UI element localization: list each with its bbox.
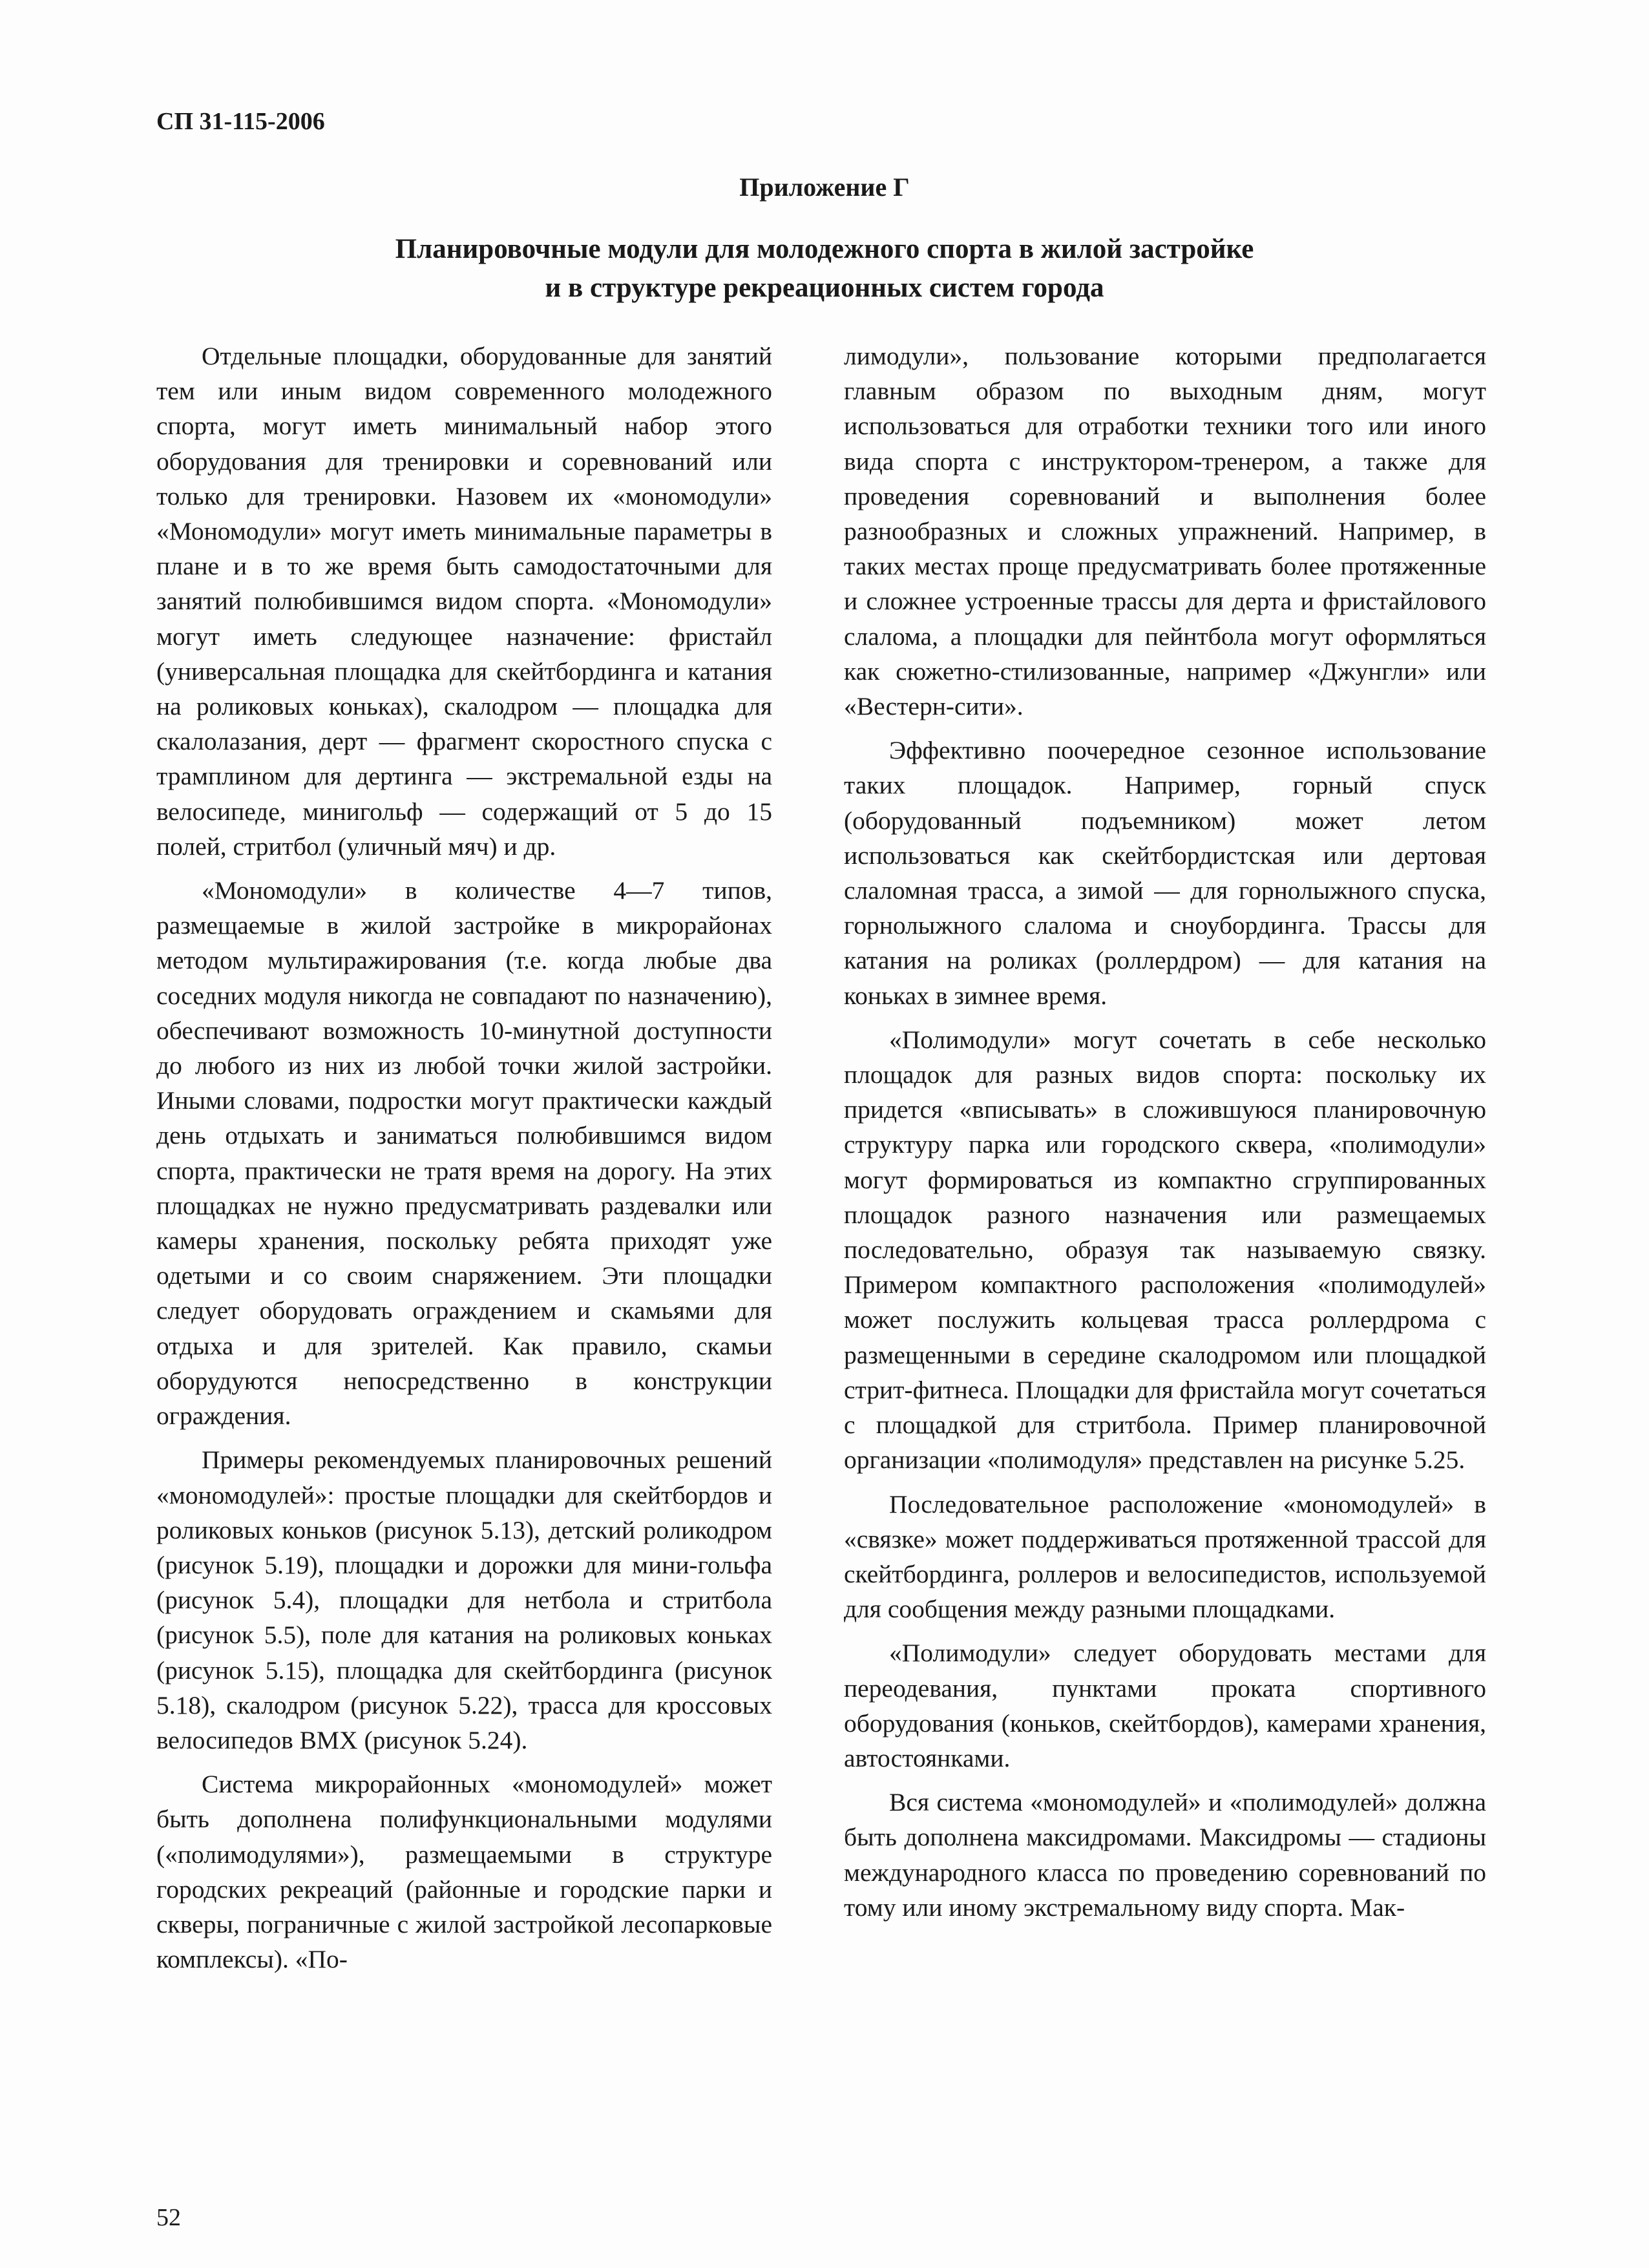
paragraph-continuation: лимодули», пользование которыми предполагается главным образом по выходным дням, могут использоваться для отработки техники того или иного вида спорта с инструктором-тренером, а также для проведения соревнований и выполнения более разнообразных и сложных упражнений. Например, в таких местах проще предусматривать более протяженные и сложнее устроенные трассы для дерта и фристайлового слалома, а площадки для пейнтбола могут оформляться как сюжетно-стилизованные, например «Джунгли» или «Вестерн-сити». (844, 342, 1486, 721)
appendix-title-line-2: и в структуре рекреационных систем города (545, 273, 1104, 303)
paragraph: Эффективно поочередное сезонное использование таких площадок. Например, горный спуск (оборудованный подъемником) может летом использоваться как скейтбордистская или дертовая слаломная трасса, а зимой — для горнолыжного спуска, горнолыжного слалома и сноубординга. Трассы для катания на роликах (роллердром) — для катания на коньках в зимнее время. (844, 736, 1486, 1010)
document-code: СП 31-115-2006 (156, 108, 325, 135)
paragraph: Система микрорайонных «мономодулей» может быть дополнена полифункциональными модулями («полимодулями»), размещаемыми в структуре городских рекреаций (районные и городские парки и скверы, пограничные с жилой застройкой лесопарковые комплексы). «По- (156, 1770, 772, 1974)
appendix-label: Приложение Г (739, 173, 910, 202)
paragraph: «Мономодули» в количестве 4—7 типов, размещаемые в жилой застройке в микрорайонах методом мультиражирования (т.е. когда любые два соседних модуля никогда не совпадают по назначению), обеспечивают возможность 10-минутной доступности до любого из них из любой точки жилой застройки. Иными словами, подростки могут практически каждый день отдыхать и заниматься полюбившимся видом спорта, практически не тратя время на дорогу. На этих площадках не нужно предусматривать раздевалки или камеры хранения, поскольку ребята приходят уже одетыми и со своим снаряжением. Эти площадки следует оборудовать ограждением и скамьями для отдыха и для зрителей. Как правило, скамьи оборудуются непосредственно в конструкции ограждения. (156, 876, 772, 1431)
paragraph: Отдельные площадки, оборудованные для занятий тем или иным видом современного молодежного спорта, могут иметь минимальный набор этого оборудования для тренировки и соревнований или только для тренировки. Назовем их «мономодули» «Мономодули» могут иметь минимальные параметры в плане и в то же время быть самодостаточными для занятий полюбившимся видом спорта. «Мономодули» могут иметь следующее назначение: фристайл (универсальная площадка для скейтбординга и катания на роликовых коньках), скалодром — площадка для скалолазания, дерт — фрагмент скоростного спуска с трамплином для дертинга — экстремальной езды на велосипеде, минигольф — содержащий от 5 до 15 полей, стритбол (уличный мяч) и др. (156, 342, 772, 861)
right-text-column (844, 339, 1486, 1925)
appendix-title (233, 230, 1416, 308)
paragraph: «Полимодули» могут сочетать в себе несколько площадок для разных видов спорта: поскольку их придется «вписывать» в сложившуюся планировочную структуру парка или городского сквера, «полимодули» могут формироваться из компактно сгруппированных площадок разного назначения или размещаемых последовательно, образуя так называемую связку. Примером компактного расположения «полимодулей» может послужить кольцевая трасса роллердрома с размещенными в середине скалодромом или площадкой стрит-фитнеса. Площадки для фристайла могут сочетаться с площадкой для стритбола. Пример планировочной организации «полимодуля» представлен на рисунке 5.25. (844, 1025, 1486, 1475)
page-number: 52 (156, 2204, 181, 2231)
paragraph: «Полимодули» следует оборудовать местами для переодевания, пунктами проката спортивного оборудования (коньков, скейтбордов), камерами хранения, автостоянками. (844, 1639, 1486, 1772)
appendix-title-line-1: Планировочные модули для молодежного спорта в жилой застройке (395, 234, 1254, 264)
paragraph: Вся система «мономодулей» и «полимодулей» должна быть дополнена максидромами. Максидромы — стадионы международного класса по проведению соревнований по тому или иному экстремальному виду спорта. Мак- (844, 1788, 1486, 1922)
left-text-column (156, 339, 772, 1977)
paragraph: Примеры рекомендуемых планировочных решений «мономодулей»: простые площадки для скейтбордов и роликовых коньков (рисунок 5.13), детский роликодром (рисунок 5.19), площадки и дорожки для мини-гольфа (рисунок 5.4), площадки для нетбола и стритбола (рисунок 5.5), поле для катания на роликовых коньках (рисунок 5.15), площадка для скейтбординга (рисунок 5.18), скалодром (рисунок 5.22), трасса для кроссовых велосипедов ВМХ (рисунок 5.24). (156, 1445, 772, 1754)
paragraph: Последовательное расположение «мономодулей» в «связке» может поддерживаться протяженной трассой для скейтбординга, роллеров и велосипедистов, используемой для сообщения между разными площадками. (844, 1489, 1486, 1624)
